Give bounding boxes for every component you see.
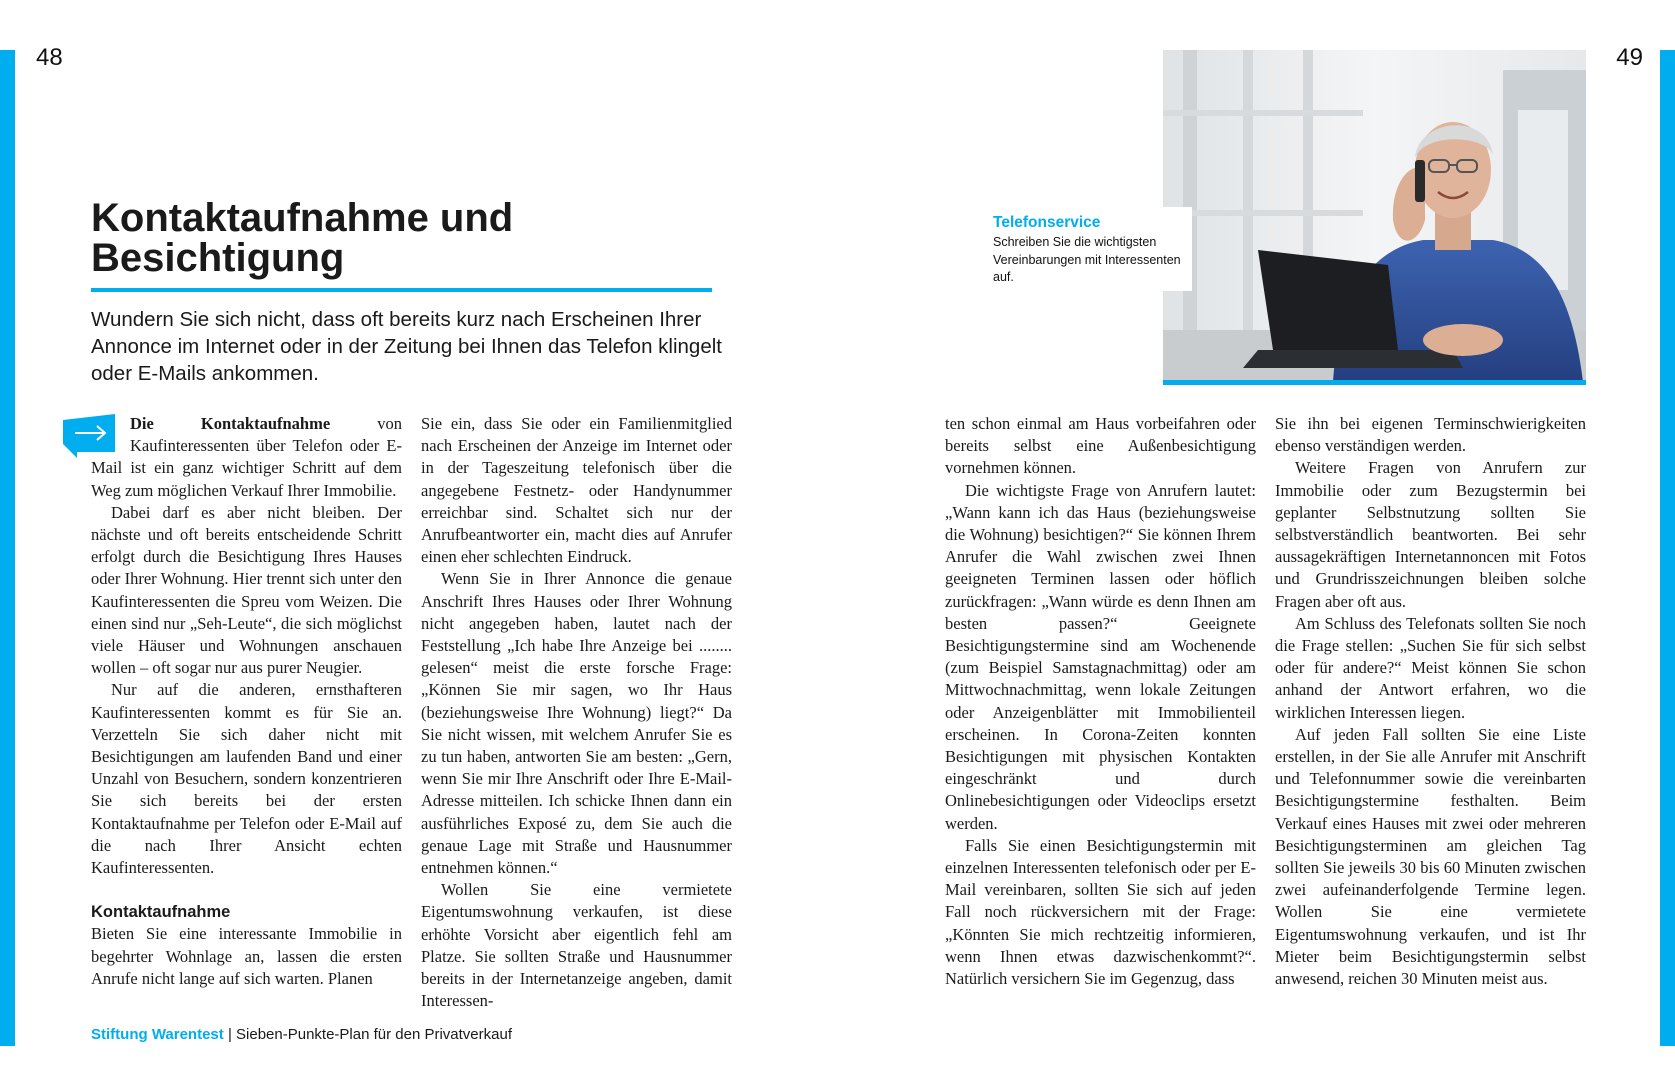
paragraph: Wenn Sie in Ihrer Annonce die genaue Anschrift Ihres Hauses oder Ihrer Wohnung nicht angegeben haben, lautet nach der Feststellung „Ich habe Ihre Anzeige bei ........ gelesen“ meist die erste forsche Frage: „Können Sie mir sagen, wo Ihr Haus (beziehungsweise Ihre Wohnung) liegt?“ Da Sie nicht wissen, mit welchem Anrufer Sie es zu tun haben, antworten Sie am besten: „Gern, wenn Sie mir Ihre Anschrift oder Ihre E-Mail-Adresse mitteilen. Ich schicke Ihnen dann ein ausführliches Exposé zu, dem Sie auch die genaue Lage mit Straße und Hausnummer entnehmen können.“ [421,569,732,878]
article-title [91,198,731,278]
text-column-1 [91,413,402,990]
text-column-2 [421,413,732,1012]
photo-underline [1163,380,1586,385]
paragraph: Dabei darf es aber nicht bleiben. Der nächste und oft bereits entscheidende Schritt erfolgt durch die Besichtigung Ihres Hauses oder Ihrer Wohnung. Hier trennt sich unter den Kaufinteressenten die Spreu vom Weizen. Die einen sind nur „Seh-Leute“, die sich möglichst viele Häuser und Wohnungen anschauen wollen – oft sogar nur aus purer Neugier. [91,502,402,678]
paragraph: Nur auf die anderen, ernsthafteren Kaufinteressenten kommt es für Sie an. Verzetteln Sie sich daher nicht mit Besichtigungen am laufenden Band und einer Unzahl von Besuchern, sondern konzentrieren Sie sich bereits bei der ersten Kontaktaufnahme per Telefon oder E-Mail auf die nach Ihrer Ansicht echten Kaufinteressenten. [91,680,402,878]
footer-separator: | [223,1026,237,1043]
article-title-line-1: Kontaktaufnahme und [91,196,514,240]
paragraph: Weitere Fragen von Anrufern zur Immobilie oder zum Bezugstermin bei geplanter Selbstnutzung sollten Sie selbstverständlich beantworten. Bei sehr aussagekräftigen Internetannoncen mit Fotos und Grundrisszeichnungen bleiben solche Fragen aber oft aus. [1275,458,1586,611]
paragraph: Auf jeden Fall sollten Sie eine Liste erstellen, in der Sie alle Anrufer mit Anschrift und Telefonnummer sowie die vereinbarten Besichtigungstermine festhalten. Beim Verkauf eines Hauses mit zwei oder mehreren Besichtigungsterminen am gleichen Tag sollten Sie jeweils 30 bis 60 Minuten zwischen zwei aufeinanderfolgende Termine legen. Wollen Sie eine vermietete Eigentumswohnung verkaufen, und ist Ihr Mieter beim Besichtigungstermin selbst anwesend, reichen 30 Minuten meist aus. [1275,724,1586,989]
left-edge-bar [0,50,15,1046]
text-column-4 [1275,413,1586,990]
right-edge-bar [1660,50,1675,1046]
lead-paragraph: Wundern Sie sich nicht, dass oft bereits kurz nach Erscheinen Ihrer Annonce im Internet oder in der Zeitung bei Ihnen das Telefon klingelt oder E-Mails ankommen. [91,308,722,385]
footer-book-title: Sieben-Punkte-Plan für den Privatverkauf [236,1026,512,1043]
paragraph: Bieten Sie eine interessante Immobilie in begehrter Wohnlage an, lassen die ersten Anrufe nicht lange auf sich warten. Planen [91,924,402,988]
text-column-3 [945,413,1256,990]
article-title-line-2: Besichtigung [91,236,345,280]
section-subheading: Kontaktaufnahme [91,903,231,922]
paragraph: Wollen Sie eine vermietete Eigentumswohnung verkaufen, ist diese erhöhte Vorsicht aber eigentlich fehl am Platze. Sie sollten Straße und Hausnummer bereits in der Internetanzeige angeben, damit Interessen- [421,880,732,1011]
paragraph: ten schon einmal am Haus vorbeifahren oder bereits selbst eine Außenbesichtigung vornehmen können. [945,414,1256,478]
paragraph-text: von Kaufinteressenten über Telefon oder E-Mail ist ein ganz wichtiger Schritt auf dem Weg zum möglichen Verkauf Ihrer Immobilie. [91,414,402,500]
paragraph: Sie ein, dass Sie oder ein Familienmitglied nach Erscheinen der Anzeige im Internet oder in der Tageszeitung telefonisch über die angegebene Festnetz- oder Handynummer erreichbar sind. Schaltet sich nur der Anrufbeantworter ein, macht dies auf Anrufer einen eher schlechten Eindruck. [421,414,732,567]
page-footer [91,1026,512,1043]
paragraph: Sie ihn bei eigenen Terminschwierigkeiten ebenso verständigen werden. [1275,414,1586,456]
page-number-left: 48 [36,44,63,71]
man-on-phone-photo [1163,50,1586,382]
paragraph: Falls Sie einen Besichtigungstermin mit einzelnen Interessenten telefonisch oder per E-Mail vereinbaren, sollten Sie sich auf jeden Fall noch rückversichern mit der Frage: „Könnten Sie mich rechtzeitig informieren, wenn Ihnen etwas dazwischenkommt?“. Natürlich versichern Sie im Gegenzug, dass [945,835,1256,989]
photo-caption [982,207,1192,291]
caption-title: Telefonservice [993,214,1101,231]
title-underline [91,288,712,292]
footer-brand: Stiftung Warentest [91,1026,224,1043]
paragraph [91,413,402,502]
paragraph: Am Schluss des Telefonats sollten Sie noch die Frage stellen: „Suchen Sie für sich selbst oder für andere?“ Meist können Sie schon anhand der Antwort erfahren, wo die wirklichen Interessen liegen. [1275,613,1586,722]
page-number-right: 49 [1616,44,1643,71]
lead-in-text: Die Kontaktaufnahme [130,414,331,433]
paragraph: Die wichtigste Frage von Anrufern lautet: „Wann kann ich das Haus (beziehungsweise die Wohnung) besichtigen?“ Sie können Ihrem Anrufer die Wahl zwischen zwei Ihnen geeigneten Terminen lassen oder höflich zurückfragen: „Wann würde es denn Ihnen am besten passen?“ Geeignete Besichtigungstermine sind am Wochenende (zum Beispiel Samstagnachmittag) oder am Mittwochnachmittag, wenn lokale Zeitungen oder Anzeigenblätter mit Immobilienteil erscheinen. In Corona-Zeiten konnten Besichtigungen mit physischen Kontakten eingeschränkt und durch Onlinebesichtigungen oder Videoclips ersetzt werden. [945,480,1256,833]
caption-text: Schreiben Sie die wichtigsten Vereinbarungen mit Interessenten auf. [993,235,1181,284]
